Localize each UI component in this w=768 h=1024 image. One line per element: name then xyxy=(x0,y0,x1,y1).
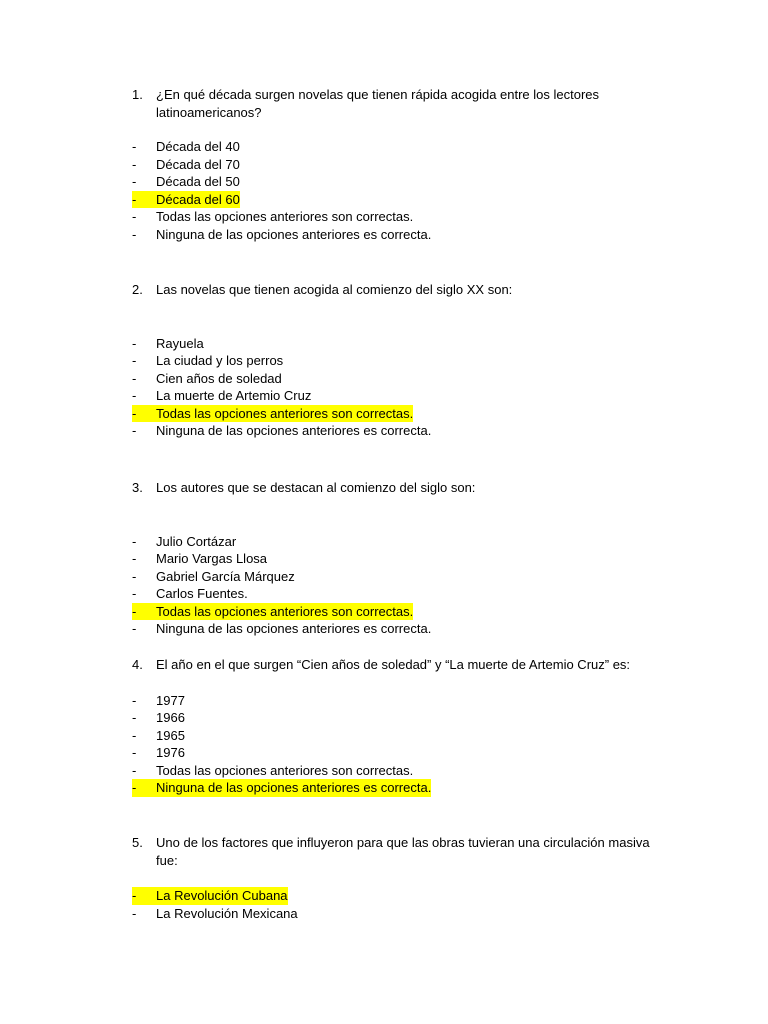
option-text: La ciudad y los perros xyxy=(156,353,284,369)
dash-bullet: - xyxy=(132,710,137,726)
dash-bullet: - xyxy=(132,603,156,621)
option-text: Todas las opciones anteriores son correctas. xyxy=(156,603,414,619)
question-text xyxy=(132,834,672,869)
dash-bullet: - xyxy=(132,533,137,549)
option-text: 1976 xyxy=(156,745,185,761)
option-item xyxy=(132,727,672,745)
question-4 xyxy=(132,656,672,797)
option-item xyxy=(132,550,672,568)
option-text: Década del 40 xyxy=(156,139,240,154)
option-text: Mario Vargas Llosa xyxy=(156,551,268,567)
question-text xyxy=(132,86,672,121)
question-number: 1. xyxy=(132,87,143,102)
option-list xyxy=(132,887,672,922)
option-text: 1977 xyxy=(156,692,185,708)
question-text xyxy=(132,656,672,674)
question-number: 2. xyxy=(132,282,143,297)
question-5 xyxy=(132,834,672,922)
question-prompt: Las novelas que tienen acogida al comienzo del siglo XX son: xyxy=(156,282,513,297)
option-text: Gabriel García Márquez xyxy=(156,568,295,584)
dash-bullet: - xyxy=(132,209,137,225)
option-text: Cien años de soledad xyxy=(156,370,282,386)
dash-bullet: - xyxy=(132,156,137,172)
option-item xyxy=(132,370,672,388)
question-prompt: Los autores que se destacan al comienzo del siglo son: xyxy=(156,480,476,495)
option-text: Década del 60 xyxy=(156,191,240,207)
option-item xyxy=(132,335,672,353)
dash-bullet: - xyxy=(132,335,137,351)
option-text: Julio Cortázar xyxy=(156,533,237,549)
option-item-highlighted xyxy=(132,191,672,209)
option-text: 1966 xyxy=(156,710,185,726)
option-item xyxy=(132,156,672,174)
option-text: Carlos Fuentes. xyxy=(156,586,248,602)
dash-bullet: - xyxy=(132,423,137,439)
option-text: Todas las opciones anteriores son correctas. xyxy=(156,405,414,421)
option-item xyxy=(132,762,672,780)
option-item xyxy=(132,422,672,440)
dash-bullet: - xyxy=(132,692,137,708)
question-number: 4. xyxy=(132,657,143,672)
option-list xyxy=(132,138,672,244)
option-text: Ninguna de las opciones anteriores es correcta. xyxy=(156,621,432,637)
option-item xyxy=(132,138,672,156)
option-item xyxy=(132,620,672,638)
question-2 xyxy=(132,281,672,440)
option-item xyxy=(132,568,672,586)
dash-bullet: - xyxy=(132,226,137,242)
dash-bullet: - xyxy=(132,905,137,921)
question-number: 3. xyxy=(132,480,143,495)
option-item xyxy=(132,692,672,710)
option-text: Década del 50 xyxy=(156,174,240,190)
question-text xyxy=(132,281,672,299)
option-text: La Revolución Cubana xyxy=(156,888,288,903)
question-3 xyxy=(132,479,672,638)
option-text: Todas las opciones anteriores son correctas. xyxy=(156,209,414,225)
option-item-highlighted xyxy=(132,779,672,797)
option-item xyxy=(132,744,672,762)
dash-bullet: - xyxy=(132,551,137,567)
dash-bullet: - xyxy=(132,887,156,905)
option-text: Ninguna de las opciones anteriores es correcta. xyxy=(156,226,432,242)
dash-bullet: - xyxy=(132,139,137,154)
option-text: La muerte de Artemio Cruz xyxy=(156,388,312,404)
dash-bullet: - xyxy=(132,405,156,423)
dash-bullet: - xyxy=(132,779,156,797)
option-item xyxy=(132,352,672,370)
option-item-highlighted xyxy=(132,603,672,621)
option-item-highlighted xyxy=(132,887,672,905)
dash-bullet: - xyxy=(132,762,137,778)
dash-bullet: - xyxy=(132,568,137,584)
question-1 xyxy=(132,86,672,244)
dash-bullet: - xyxy=(132,388,137,404)
option-item xyxy=(132,905,672,923)
dash-bullet: - xyxy=(132,727,137,743)
option-item xyxy=(132,208,672,226)
question-text xyxy=(132,479,672,497)
option-item-highlighted xyxy=(132,405,672,423)
dash-bullet: - xyxy=(132,353,137,369)
question-number: 5. xyxy=(132,835,143,850)
option-item xyxy=(132,387,672,405)
dash-bullet: - xyxy=(132,745,137,761)
question-prompt: ¿En qué década surgen novelas que tienen rápida acogida entre los lectores latinoamericanos? xyxy=(156,87,600,120)
dash-bullet: - xyxy=(132,191,156,209)
option-list xyxy=(132,533,672,639)
option-text: 1965 xyxy=(156,727,185,743)
option-text: Década del 70 xyxy=(156,156,240,172)
dash-bullet: - xyxy=(132,370,137,386)
dash-bullet: - xyxy=(132,174,137,190)
option-text: La Revolución Mexicana xyxy=(156,905,298,921)
option-list xyxy=(132,335,672,441)
dash-bullet: - xyxy=(132,621,137,637)
option-list xyxy=(132,692,672,798)
option-item xyxy=(132,226,672,244)
option-item xyxy=(132,533,672,551)
question-prompt: El año en el que surgen “Cien años de soledad” y “La muerte de Artemio Cruz” es: xyxy=(156,657,631,672)
option-item xyxy=(132,173,672,191)
option-text: Todas las opciones anteriores son correctas. xyxy=(156,762,414,778)
option-text: Rayuela xyxy=(156,335,204,351)
option-text: Ninguna de las opciones anteriores es correcta. xyxy=(156,423,432,439)
question-prompt: Uno de los factores que influyeron para que las obras tuvieran una circulación masiva fue: xyxy=(156,835,650,868)
option-item xyxy=(132,709,672,727)
option-item xyxy=(132,585,672,603)
dash-bullet: - xyxy=(132,586,137,602)
option-text: Ninguna de las opciones anteriores es correcta. xyxy=(156,780,432,796)
